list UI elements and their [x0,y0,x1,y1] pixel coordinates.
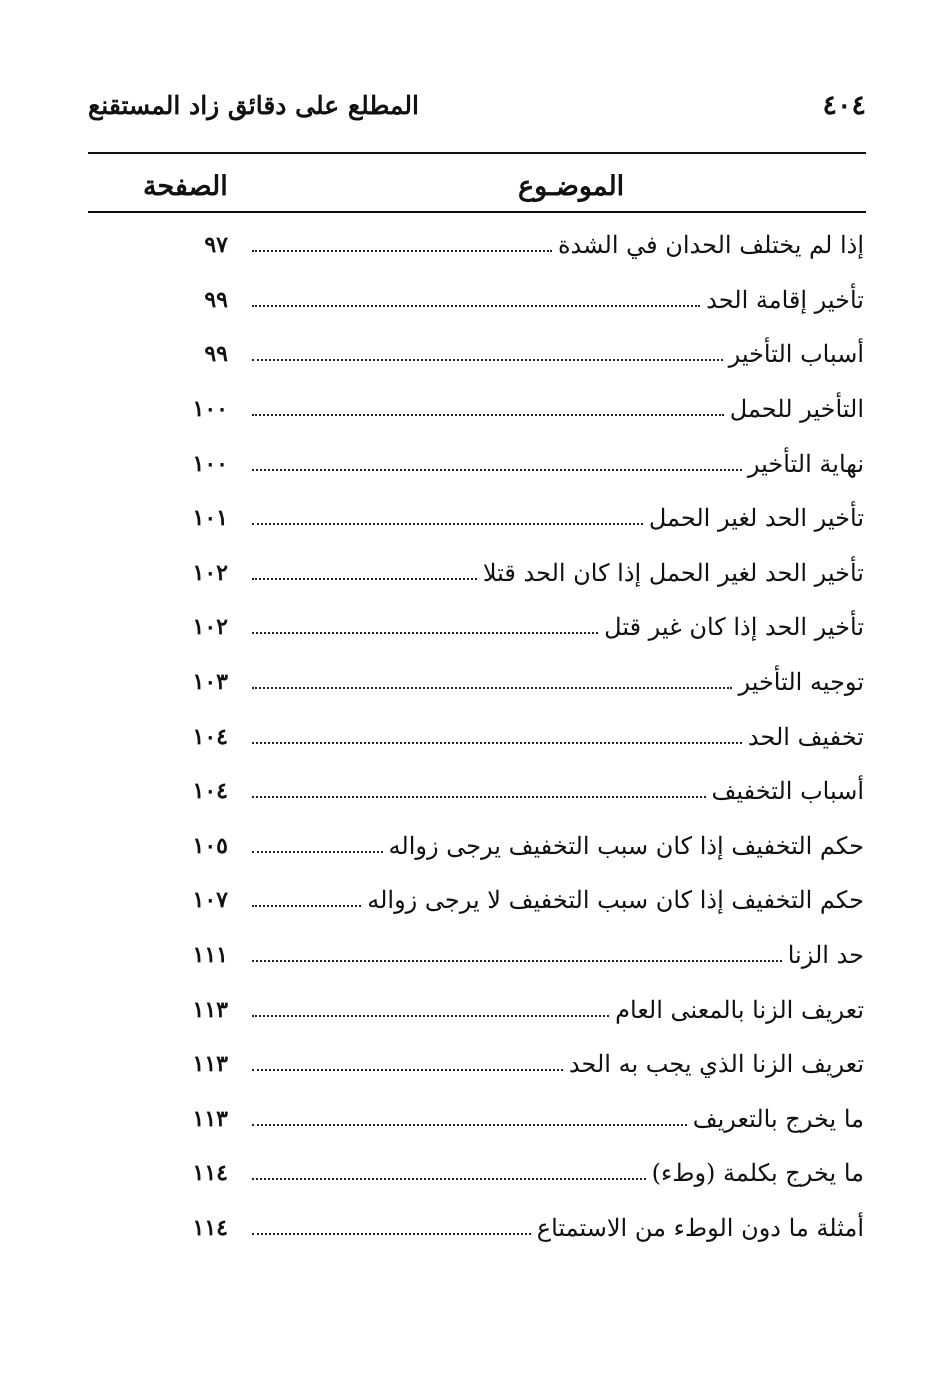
toc-entry-page: ٩٧ [204,232,228,259]
toc-entry-title: نهاية التأخير [742,444,864,484]
toc-entry-title: تعريف الزنا الذي يجب به الحد [563,1044,864,1084]
dot-leader [252,1178,646,1180]
toc-entry [150,819,864,874]
toc-entry-title: تعريف الزنا بالمعنى العام [609,990,864,1030]
page-column-header: الصفحة [143,171,228,202]
toc-entry-title: ما يخرج بكلمة (وطء) [646,1153,864,1193]
column-headers [88,164,866,210]
toc-entry [150,327,864,382]
book-title: المطلع على دقائق زاد المستقنع [88,91,419,120]
dot-leader [252,359,723,361]
toc-entry-page: ١١٤ [192,1160,228,1187]
toc-entry-title: توجيه التأخير [732,662,864,702]
dot-leader [252,1069,563,1071]
dot-leader [252,523,643,525]
toc-entry-title: ما يخرج بالتعريف [687,1099,864,1139]
toc-entry [150,1092,864,1147]
dot-leader [252,960,782,962]
toc-entry-title: تأخير الحد إذا كان غير قتل [598,607,864,647]
toc-entry-title: تأخير الحد لغير الحمل [643,498,864,538]
dot-leader [252,250,552,252]
toc-entry [150,273,864,328]
header-divider [88,152,866,154]
toc-entry-page: ١٠٤ [192,723,228,750]
toc-entry-page: ١٠٠ [192,450,228,477]
toc-entry [150,655,864,710]
dot-leader [252,1015,609,1017]
toc-entry-page: ٩٩ [204,286,228,313]
toc-entry-title: حد الزنا [782,935,864,975]
toc-entry-page: ١٠٣ [192,669,228,696]
toc-entry-page: ١٠٤ [192,778,228,805]
dot-leader [252,469,742,471]
table-of-contents [150,218,864,1255]
dot-leader [252,632,598,634]
dot-leader [252,578,477,580]
toc-entry [150,491,864,546]
toc-entry-page: ١١٣ [192,1051,228,1078]
toc-entry [150,1201,864,1256]
toc-entry-page: ١٠٥ [192,832,228,859]
dot-leader [252,742,742,744]
dot-leader [252,305,700,307]
page-number: ٤٠٤ [822,90,866,121]
toc-entry [150,982,864,1037]
toc-entry [150,218,864,273]
toc-entry-title: تأخير الحد لغير الحمل إذا كان الحد قتلا [477,553,864,593]
toc-entry-title: أسباب التأخير [723,334,864,374]
toc-entry-page: ١١٤ [192,1214,228,1241]
toc-entry-page: ١١٣ [192,996,228,1023]
toc-entry-title: حكم التخفيف إذا كان سبب التخفيف لا يرجى زواله [361,880,864,920]
toc-entry [150,1146,864,1201]
toc-entry-title: التأخير للحمل [724,389,864,429]
toc-entry [150,928,864,983]
toc-entry-title: تأخير إقامة الحد [700,280,864,320]
toc-entry-page: ١١٣ [192,1105,228,1132]
columns-divider [88,211,866,213]
toc-entry [150,764,864,819]
dot-leader [252,796,706,798]
toc-entry-page: ٩٩ [204,341,228,368]
dot-leader [252,687,732,689]
toc-entry-page: ١٠١ [192,505,228,532]
dot-leader [252,414,724,416]
toc-entry [150,873,864,928]
dot-leader [252,1233,531,1235]
dot-leader [252,1124,687,1126]
toc-entry-page: ١٠٢ [192,614,228,641]
toc-entry-page: ١١١ [192,942,228,969]
toc-entry [150,436,864,491]
toc-entry [150,709,864,764]
toc-entry-title: أسباب التخفيف [706,771,865,811]
topic-column-header: الموضـوع [518,171,625,202]
toc-entry-title: حكم التخفيف إذا كان سبب التخفيف يرجى زواله [383,826,864,866]
toc-entry-page: ١٠٧ [192,887,228,914]
running-header [88,86,866,126]
dot-leader [252,851,383,853]
toc-entry-title: أمثلة ما دون الوطء من الاستمتاع [531,1208,864,1248]
toc-entry-page: ١٠٠ [192,396,228,423]
toc-entry-title: تخفيف الحد [742,717,864,757]
toc-entry [150,546,864,601]
toc-entry-page: ١٠٢ [192,559,228,586]
dot-leader [252,905,361,907]
toc-entry [150,600,864,655]
toc-entry-title: إذا لم يختلف الحدان في الشدة [552,225,864,265]
toc-entry [150,382,864,437]
toc-entry [150,1037,864,1092]
